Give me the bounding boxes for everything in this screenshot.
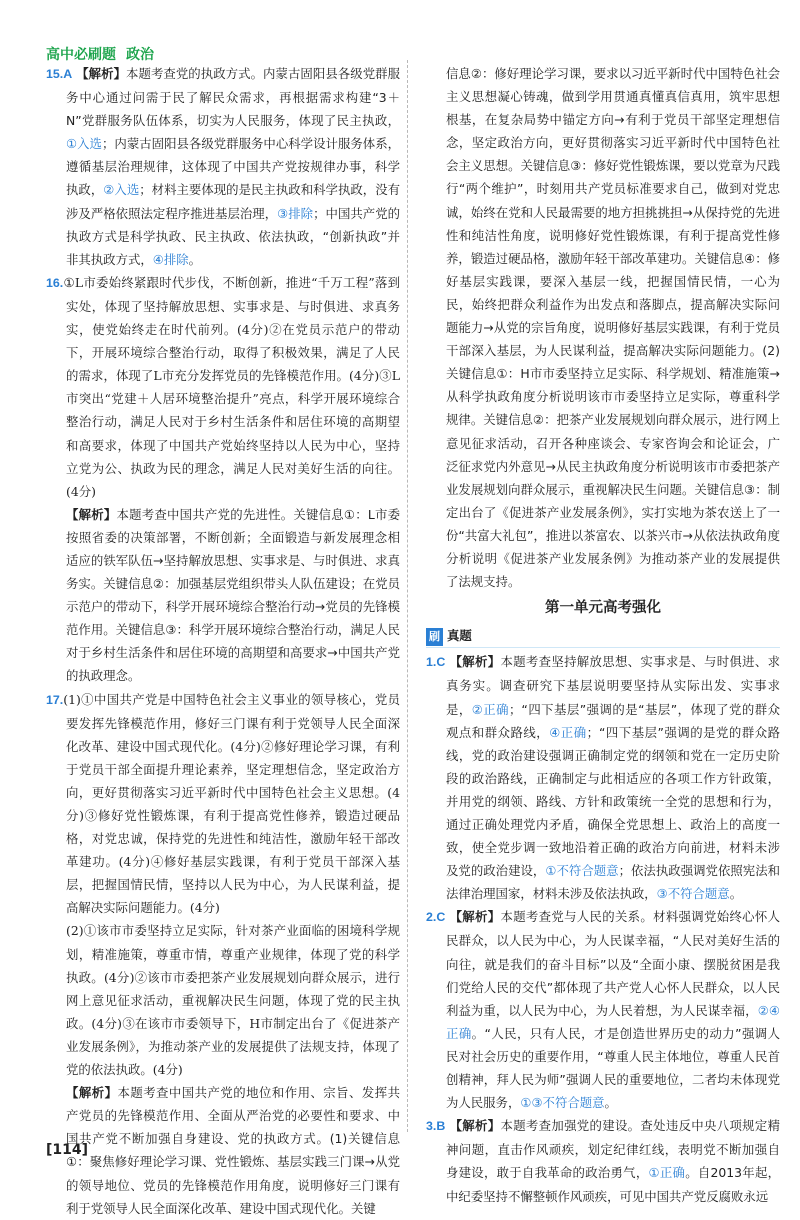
option-mark: ③不符合题意 (656, 886, 730, 902)
analysis-text: ；材料主要体现的是民主执政和科学执政，没有涉及严格依照法定程序推进基层治理， (66, 182, 401, 221)
reference-answer: ①L市委始终紧跟时代步伐，不断创新，推进“千万工程”落到实处，体现了坚持解放思想、实事求是、与时俱进、求真务实，使党始终走在时代前列。(4分)②在党员示范户的带动下，开展环境综合整治行动，取得了积极效果，满足了人民的需求，体现了L市充分发挥党员的先锋模范作用。(4分)③L市突出“党建＋人居环境整治提升”亮点，科学开展环境综合整治行动，满足人民对于乡村生活条件和居住环境的高期望和高要求，体现了中国共产党始终坚持以人民为中心，坚持立党为公、执政为民的理念，满足人民对美好生活的向往。(4分) (63, 274, 400, 499)
analysis-tag: 【解析】 (449, 909, 501, 925)
reference-answer: (1)①中国共产党是中国特色社会主义事业的领导核心，党员要发挥先锋模范作用，修好三门课有利于党领导人民全面深化改革、建设中国式现代化。(4分)②修好理论学习课，有利于党员干部全面提升理论素养，坚定理想信念，坚定政治方向，更好贯彻落实习近平新时代中国特色社会主义思想。(4分)③修好党性锻炼课，有利于提高党性修养，锻造过硬品格，对党忠诚，保持党的先进性和纯洁性，激励年轻干部改革建功。(4分)④修好基层实践课，有利于党员干部深入基层，把握国情民情，坚持以人民为中心，为人民谋利益，提高解决实际问题能力。(4分) (63, 691, 400, 916)
brush-badge-icon: 刷 (426, 628, 443, 646)
question-number: 16. (46, 275, 64, 290)
analysis-text: 。 (188, 251, 202, 267)
analysis-text: 本题考查坚持解放思想、实事求是、与时俱进、求真务实。调查研究下基层说明要坚持从实际出发、实事求是， (446, 654, 781, 717)
question-number: 3. (426, 1119, 437, 1134)
answer-q2 (426, 905, 780, 1114)
analysis-tag: 【解析】 (76, 66, 127, 81)
option-mark: ④排除 (152, 251, 189, 267)
option-mark: ②入选 (103, 182, 140, 198)
analysis-text: ；“四下基层”强调的是“基层”，体现了党的群众观点和群众路线， (446, 701, 781, 740)
answer-choice: A (63, 67, 73, 81)
option-mark: ①③不符合题意 (520, 1095, 605, 1111)
answer-choice: C (436, 655, 446, 670)
analysis-q17 (46, 1081, 400, 1220)
analysis-text: 。 (604, 1095, 617, 1111)
analysis-text: 本题考查中国共产党的先进性。关键信息①：L市委按照省委的决策部署，不断创新；全面锻造与新发展理念相适应的铁军队伍→坚持解放思想、实事求是、与时俱进、求真务实。关键信息②：加强基层党组织带头人队伍建设；在党员示范户的带动下，科学开展环境综合整治行动→党员的先锋模范作用。关键信息③：科学开展环境综合整治行动，满足人民对于乡村生活条件和居住环境的高期望和高要求→中国共产党的执政理念。 (66, 506, 401, 684)
option-mark: ①正确 (648, 1165, 686, 1181)
option-mark: ④正确 (549, 724, 587, 740)
analysis-text: ；“四下基层”强调的是党的群众路线，党的政治建设强调正确制定党的纲领和党在一定历史阶段的政治路线，正确制定与此相适应的各项工作方针政策，并用党的纲领、路线、方针和政策统一全党的思想和行为，通过正确处理党内矛盾，确保全党思想上、政治上的高度一致，使全党步调一致地沿着正确的政治方向前进，材料未涉及党的政治建设， (446, 724, 781, 879)
answer-q17 (46, 688, 400, 920)
answer-q3 (426, 1114, 780, 1207)
page-number-value: 114 (52, 1142, 82, 1158)
answer-q15 (46, 62, 400, 271)
option-mark: ②正确 (471, 701, 510, 717)
real-exam-label: 真题 (447, 628, 472, 644)
option-mark: ②④正确 (446, 1002, 780, 1041)
option-mark: ③排除 (277, 205, 314, 221)
right-column (426, 62, 780, 1208)
analysis-text: 本题考查党与人民的关系。材料强调党始终心怀人民群众，以人民为中心，为人民谋幸福，“人民对美好生活的向往，就是我们的奋斗目标”以及“全面小康、摆脱贫困是我们党给人民的交代”都体现了共产党人心怀人民群众，以人民利益为重，以人民为中心，为人民着想，为人民谋幸福， (446, 909, 781, 1018)
analysis-text: ；内蒙古固阳县各级党群服务中心科学设计服务体系，遵循基层治理规律，这体现了中国共产党按规律办事，科学执政， (66, 136, 401, 198)
answer-q1 (426, 650, 780, 905)
question-number: 17. (46, 692, 64, 707)
analysis-tag: 【解析】 (449, 1118, 501, 1134)
reference-answer-part2: (2)①该市市委坚持立足实际，针对茶产业面临的困境科学规划，精准施策，尊重市情，尊重产业规律，体现了党的科学执政。(4分)②该市市委把茶产业发展规划向群众展示，进行网上意见征求活动，重视解决民生问题，体现了党的民主执政。(4分)③在该市市委领导下，H市制定出台了《促进茶产业发展条例》，为推动茶产业的发展提供了法规支持，体现了党的依法执政。(4分) (66, 923, 400, 1078)
book-title: 高中必刷题 (46, 47, 116, 63)
analysis-text: 。“人民，只有人民，才是创造世界历史的动力”强调人民对社会历史的重要作用，“尊重人民主体地位，尊重人民首创精神，拜人民为师”强调人民的重要地位，二者均未体现党为人民服务， (446, 1025, 781, 1111)
analysis-text: 。 (729, 886, 743, 902)
left-column (46, 62, 400, 1220)
analysis-text: 本题考查中国共产党的地位和作用、宗旨、发挥共产党员的先锋模范作用、全面从严治党的必要性和要求、中国共产党不断加强自身建设、党的执政方式。(1)关键信息①：聚焦修好理论学习课、党性锻炼、基层实践三门课→从党的领导地位、党员的先锋模范作用角度，说明修好三门课有利于党领导人民全面深化改革、建设中国式现代化。关键 (66, 1085, 401, 1216)
analysis-tag: 【解析】 (66, 1085, 118, 1101)
question-number: 2. (426, 910, 437, 925)
subject-label: 政治 (126, 47, 154, 63)
answer-q16 (46, 271, 400, 503)
analysis-q16 (46, 503, 400, 688)
analysis-tag: 【解析】 (449, 654, 501, 670)
analysis-text: ；依法执政强调党依照宪法和法律治理国家，材料未涉及依法执政， (446, 863, 781, 902)
page-number: [114] (46, 1142, 89, 1158)
option-mark: ①不符合题意 (545, 863, 619, 879)
question-number: 15. (46, 67, 64, 81)
analysis-q17-continued: 信息②：修好理论学习课，要求以习近平新时代中国特色社会主义思想凝心铸魂，做到学用贯通真懂真信真用，筑牢思想根基，在复杂局势中锚定方向→有利于党员干部坚定理想信念，坚定政治方向，更好贯彻落实习近平新时代中国特色社会主义思想。关键信息③：修好党性锻炼课，要以党章为尺践行“两个维护”，时刻用共产党员标准要求自己，做到对党忠诚，始终在党和人民最需要的地方担挑挑担→从保持党的先进性和纯洁性角度，说明修好党性锻炼课，有利于提高党性修养，锻造过硬品格，激励年轻干部改革建功。关键信息④：修好基层实践课，要深入基层一线，把握国情民情，一心为民，始终把群众利益作为出发点和落脚点，提高解决实际问题能力→从党的宗旨角度，说明修好基层实践课，有利于党员干部深入基层，为人民谋利益，提高解决实际问题能力。(2)关键信息①：H市市委坚持立足实际、科学规划、精准施策→从科学执政角度分析说明该市市委坚持立足实际，尊重科学规律。关键信息②：把茶产业发展规划向群众展示，进行网上意见征求活动，召开各种座谈会、专家咨询会和论证会，广泛征求党内外意见→从民主执政角度分析说明该市市委把茶产业发展规划向群众展示，重视解决民生问题。关键信息③：制定出台了《促进茶产业发展条例》，实打实地为茶农送上了一份“共富大礼包”，推进以茶富农、以茶兴市→从依法执政角度分析说明《促进茶产业发展条例》为推动茶产业的发展提供了法规支持。 (446, 66, 780, 590)
analysis-text: 。自2013年起，中纪委坚持不懈整顿作风顽疾，可见中国共产党反腐败永远 (446, 1165, 780, 1204)
analysis-tag: 【解析】 (66, 506, 117, 522)
analysis-text: 本题考查党的执政方式。内蒙古固阳县各级党群服务中心通过问需于民了解民众需求，再根据需求构建“3＋N”党群服务队伍体系，切实为人民服务，体现了民主执政， (66, 66, 401, 129)
analysis-text: 本题考查加强党的建设。查处违反中央八项规定精神问题，直击作风顽疾，划定纪律红线，表明党不断加强自身建设，敢于自我革命的政治勇气， (446, 1118, 781, 1181)
column-divider (407, 60, 408, 1132)
answer-choice: B (436, 1119, 446, 1134)
answer-choice: C (436, 910, 446, 925)
analysis-text: ；中国共产党的执政方式是科学执政、民主执政、依法执政，“创新执政”并非其执政方式， (66, 205, 401, 267)
question-number: 1. (426, 655, 437, 670)
section-title: 第一单元高考强化 (545, 600, 661, 617)
option-mark: ①入选 (66, 136, 102, 152)
real-exam-header (426, 624, 780, 648)
